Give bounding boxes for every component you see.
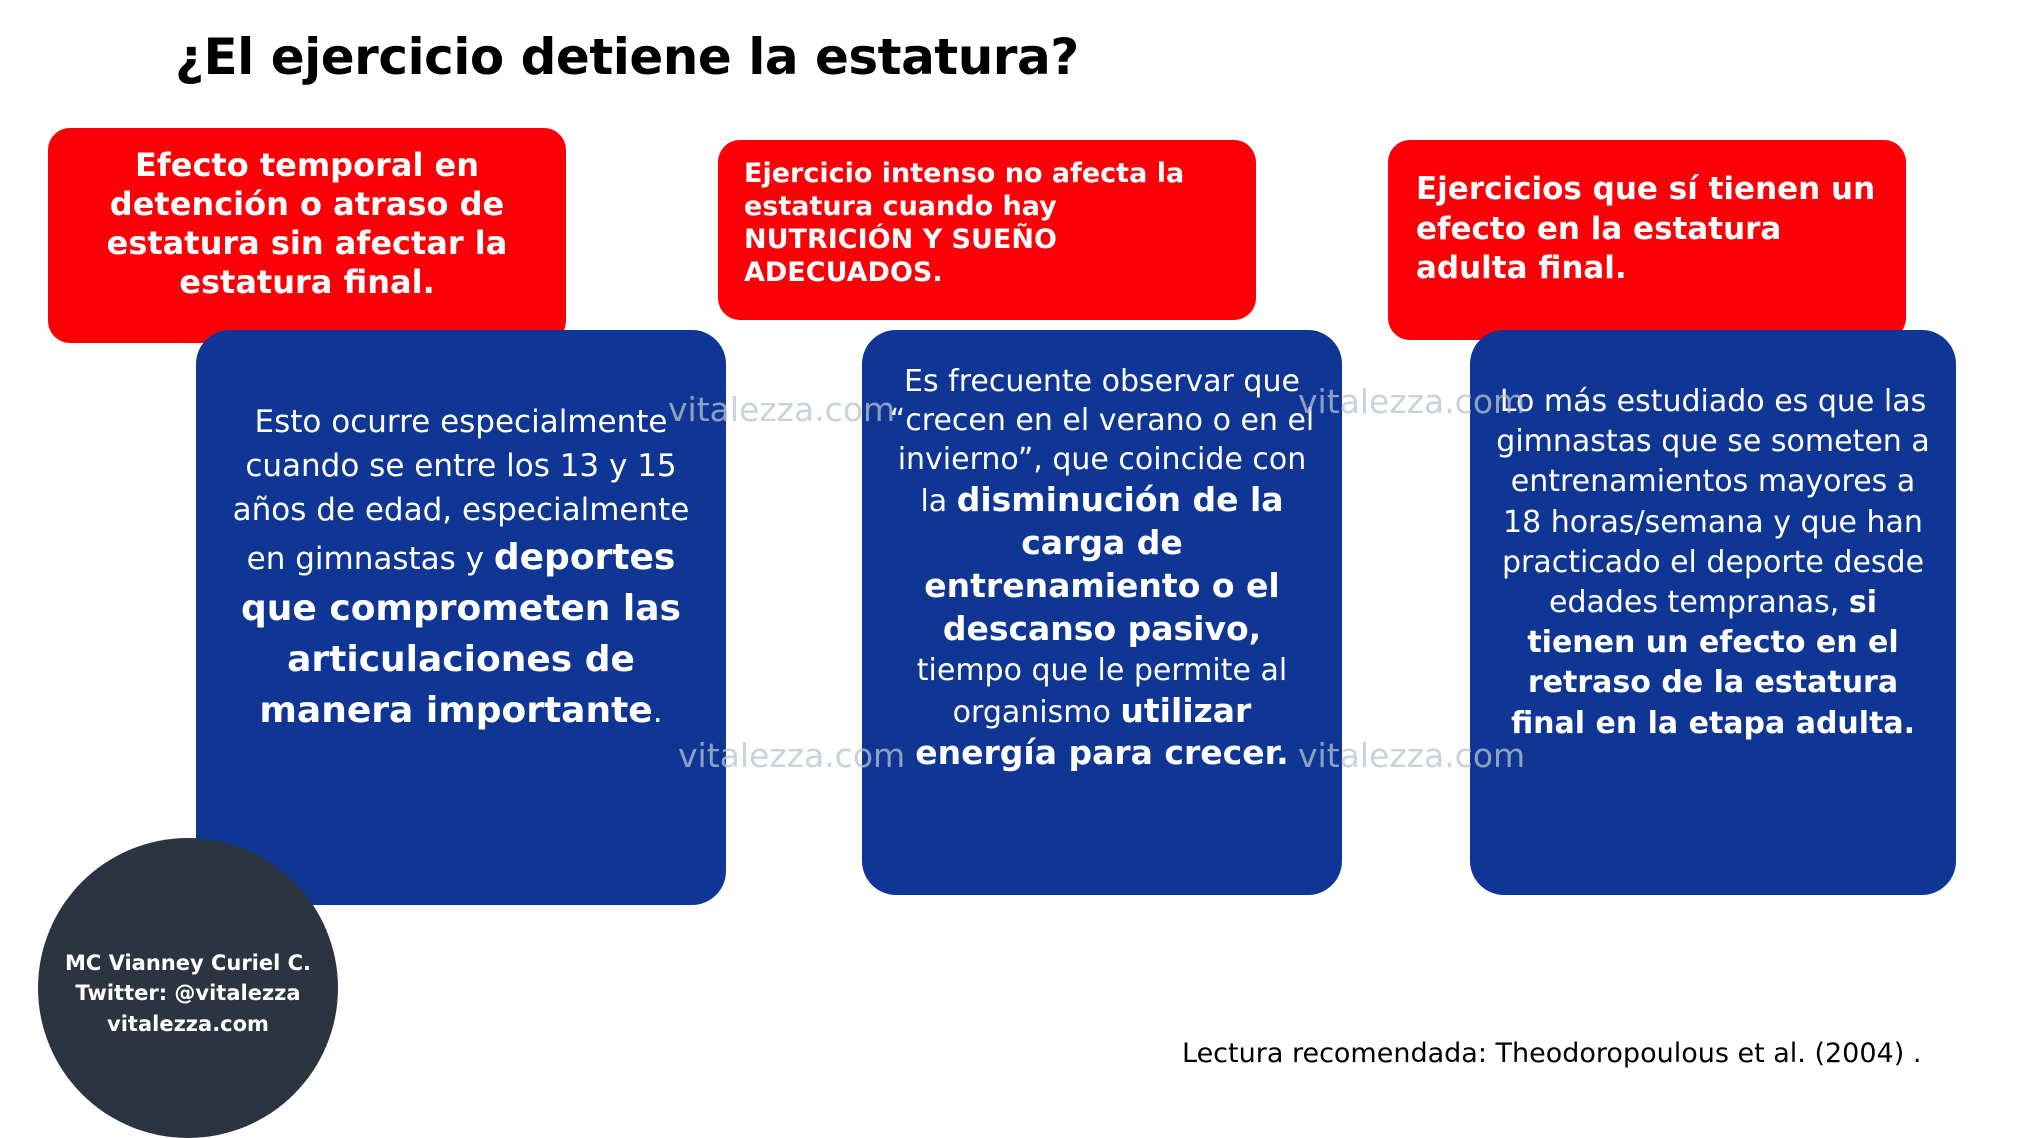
- author-twitter: Twitter: @vitalezza: [75, 981, 301, 1006]
- watermark: vitalezza.com: [1298, 736, 1526, 775]
- body-card-2-text-plain-1: Es frecuente observar que “crecen en el verano o en el invierno”, que coincide con la: [889, 364, 1315, 519]
- body-card-2: [862, 330, 1342, 895]
- body-card-3: [1470, 330, 1956, 895]
- watermark: vitalezza.com: [678, 736, 906, 775]
- author-name: MC Vianney Curiel C.: [64, 951, 312, 975]
- body-card-2-text-bold-1: disminución de la carga de entrenamiento o el descanso pasivo,: [924, 480, 1284, 648]
- header-card-3-text: Ejercicios que sí tienen un efecto en la estatura adulta final.: [1416, 171, 1876, 287]
- body-card-1-text-plain-2: .: [652, 694, 663, 731]
- body-card-2-text-plain-2: tiempo que le permite al organismo: [916, 652, 1288, 730]
- body-card-1: [196, 330, 726, 905]
- footer-reference: Lectura recomendada: Theodoropoulous et al. (2004) .: [1182, 1038, 1922, 1069]
- header-card-3: [1388, 140, 1906, 340]
- watermark: vitalezza.com: [1298, 382, 1526, 421]
- body-card-1-text-plain-1: Esto ocurre especialmente cuando se entre los 13 y 15 años de edad, especialmente en gimnastas y: [232, 404, 690, 578]
- author-website: vitalezza.com: [107, 1011, 269, 1036]
- body-card-3-text-plain-1: Lo más estudiado es que las gimnastas que se someten a entrenamientos mayores a 18 horas/semana y que han practicado el deporte desde edades tempranas,: [1496, 384, 1930, 620]
- body-card-1-text-bold-1: deportes que comprometen las articulaciones de manera importante: [241, 537, 681, 732]
- author-badge: [38, 838, 338, 1138]
- header-card-2: [718, 140, 1256, 320]
- watermark: vitalezza.com: [668, 390, 896, 429]
- body-card-3-text-bold-1: si tienen un efecto en el retraso de la estatura final en la etapa adulta.: [1510, 584, 1916, 741]
- body-card-2-text-bold-2: utilizar energía para crecer.: [915, 690, 1289, 773]
- header-card-1-text: Efecto temporal en detención o atraso de estatura sin afectar la estatura final.: [106, 146, 508, 302]
- page-title: ¿El ejercicio detiene la estatura?: [175, 28, 1079, 86]
- header-card-2-text: Ejercicio intenso no afecta la estatura cuando hay NUTRICIÓN Y SUEÑO ADECUADOS.: [744, 158, 1185, 288]
- header-card-1: [48, 128, 566, 343]
